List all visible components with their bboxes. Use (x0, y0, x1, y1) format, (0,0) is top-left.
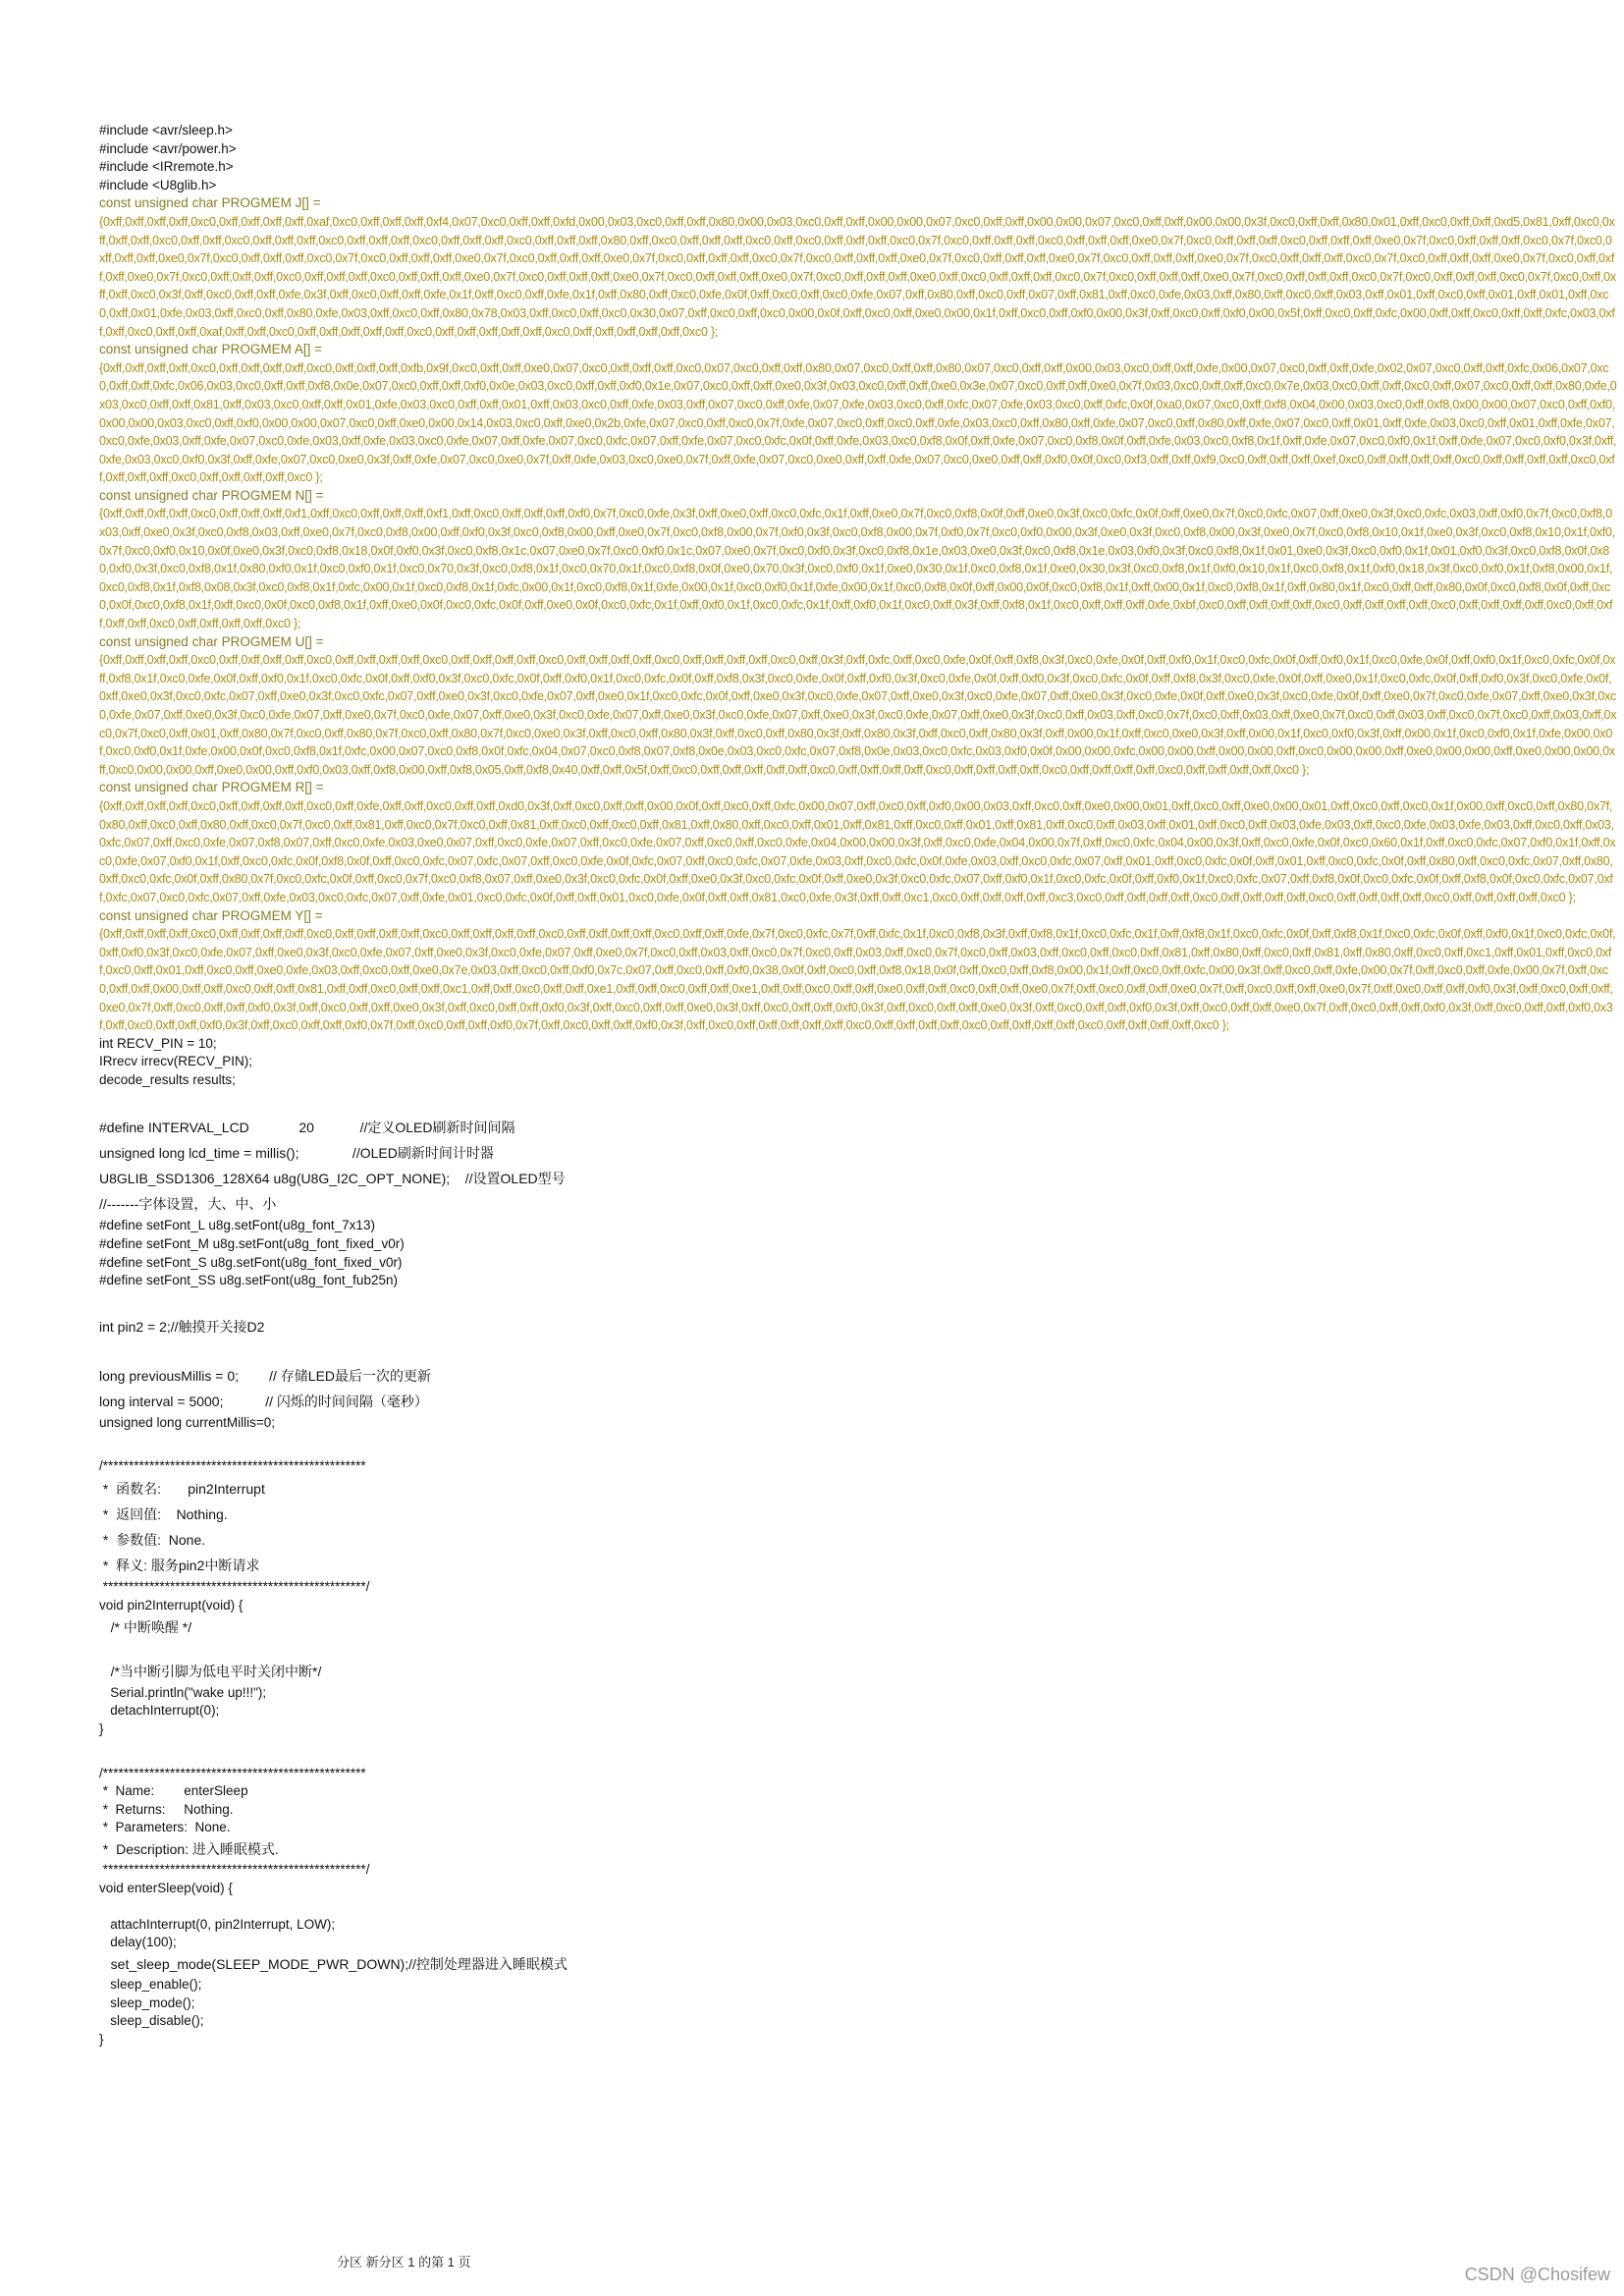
include-line: #include <U8glib.h> (99, 177, 217, 192)
code-line: Serial.println("wake up!!!"); (99, 1684, 267, 1700)
code-line: #define setFont_SS u8g.setFont(u8g_font_fub25n) (99, 1273, 398, 1288)
include-block (99, 122, 1617, 194)
comment-line: * Returns: Nothing. (99, 1801, 234, 1817)
timing-block (99, 1363, 1617, 1433)
array-declaration: const unsigned char PROGMEM N[] = (99, 487, 324, 503)
array-declaration: const unsigned char PROGMEM U[] = (99, 633, 324, 649)
csdn-watermark: CSDN @Chosifew (1464, 2265, 1610, 2284)
bitmap-array-j (99, 194, 1617, 341)
code-line: unsigned long lcd_time = millis(); //OLED刷新时间计时器 (99, 1145, 494, 1162)
code-line: int RECV_PIN = 10; (99, 1035, 217, 1051)
code-line: delay(100); (99, 1935, 177, 1950)
bitmap-array-u (99, 633, 1617, 780)
array-hex-data: {0xff,0xff,0xff,0xff,0xc0,0xff,0xff,0xff,0xff,0xc0,0xff,0xff,0xff,0xfb,0x9f,0xc0,0xff,0xff,0xe0,0x07,0xc0,0xff,0xff,0xff,0xc0,0x07,0xc0,0xff,0xff,0x80,0x07,0xc0,0xff,0xff,0x80,0x07,0xc0,0xff,0xff,0x00,0x03,0xc0,0xff,0xff,0xfe,0x00,0x07,0xc0,0xff,0xff,0xfe,0x02,0x07,0xc0,0xff,0xff,0xfc,0x06,0x07,0xc0,0xff,0xff,0xfc,0x06,0x03,0xc0,0xff,0xff,0xf8,0x0e,0x07,0xc0,0xff,0xff,0xf0,0x0e,0x03,0xc0,0xff,0xff,0xf0,0x1e,0x07,0xc0,0xff,0xff,0xe0,0x3f,0x03,0xc0,0xff,0xff,0xe0,0x3e,0x07,0xc0,0xff,0xff,0xe0,0x7f,0x03,0xc0,0xff,0xff,0xc0,0x7e,0x03,0xc0,0xff,0xff,0xc0,0xff,0x07,0xc0,0xff,0xff,0x80,0xfe,0x03,0xc0,0xff,0xff,0x81,0xff,0x03,0xc0,0xff,0xff,0x01,0xfe,0x03,0xc0,0xff,0xff,0x01,0xff,0x03,0xc0,0xff,0xfe,0x03,0xff,0x07,0xc0,0xff,0xfe,0x07,0xfe,0x03,0xc0,0xff,0xfc,0x07,0xfe,0x03,0xc0,0xff,0xfc,0x0f,0xa0,0x07,0xc0,0xff,0xf8,0x04,0x00,0x03,0xc0,0xff,0xf8,0x00,0x00,0x07,0xc0,0xff,0xf0,0x00,0x00,0x03,0xc0,0xff,0xf0,0x00,0x00,0x07,0xc0,0xff,0xe0,0x00,0x14,0x03,0xc0,0xff,0xe0,0x2b,0xfe,0x07,0xc0,0xff,0xc0,0x7f,0xfe,0x07,0xc0,0xff,0xc0,0xff,0xfe,0x03,0xc0,0xff,0x80,0xff,0xfe,0x07,0xc0,0xff,0x80,0xff,0xfe,0x07,0xc0,0xff,0x01,0xff,0xfe,0x03,0xc0,0xff,0x01,0xff,0xfe,0x07,0xc0,0xfe,0x03,0xff,0xfe,0x07,0xc0,0xfe,0x03,0xff,0xfe,0x03,0xc0,0xfe,0x07,0xff,0xfe,0x07,0xc0,0xfc,0x07,0xff,0xfe,0x07,0xc0,0xfc,0x0f,0xff,0xfe,0x03,0xc0,0xf8,0x0f,0xff,0xfe,0x07,0xc0,0xf8,0x0f,0xff,0xfe,0x03,0xc0,0xf8,0x1f,0xff,0xfe,0x07,0xc0,0xf0,0x1f,0xff,0xfe,0x07,0xc0,0xf0,0x3f,0xff,0xfe,0x03,0xc0,0xf0,0x3f,0xff,0xfe,0x07,0xc0,0xe0,0x3f,0xff,0xfe,0x07,0xc0,0xe0,0x7f,0xff,0xfe,0x03,0xc0,0xe0,0x7f,0xff,0xfe,0x07,0xc0,0xe0,0xff,0xff,0xfe,0x07,0xc0,0xe0,0xff,0xff,0xf0,0x0f,0xc0,0xf3,0xff,0xff,0xf9,0xc0,0xff,0xff,0xff,0xef,0xc0,0xff,0xff,0xff,0xff,0xc0,0xff,0xff,0xff,0xff,0xc0,0xff,0xff,0xff,0xff,0xc0,0xff,0xff,0xff,0xff,0xc0 }; (99, 360, 1617, 485)
array-declaration: const unsigned char PROGMEM J[] = (99, 195, 321, 211)
code-line: #define setFont_M u8g.setFont(u8g_font_fixed_v0r) (99, 1236, 405, 1252)
ir-receiver-block (99, 1035, 1617, 1090)
spacer (99, 1290, 1617, 1316)
array-declaration: const unsigned char PROGMEM A[] = (99, 342, 322, 357)
comment-border: ***************************************************/ (99, 1861, 370, 1877)
include-line: #include <avr/power.h> (99, 140, 237, 156)
comment-border: /*************************************************** (99, 1765, 366, 1780)
comment-line: * 释义: 服务pin2中断请求 (99, 1558, 260, 1574)
code-line: #define INTERVAL_LCD 20 //定义OLED刷新时间间隔 (99, 1120, 515, 1136)
enter-sleep-function (99, 1765, 1617, 2050)
code-line: /* 中断唤醒 */ (99, 1619, 192, 1636)
array-hex-data: {0xff,0xff,0xff,0xff,0xc0,0xff,0xff,0xff,0xff,0xc0,0xff,0xfe,0xff,0xff,0xc0,0xff,0xff,0xd0,0x3f,0xff,0xc0,0xff,0xff,0x00,0x0f,0xff,0xc0,0xff,0xfc,0x00,0x07,0xff,0xc0,0xff,0xf0,0x00,0x03,0xff,0xc0,0xff,0xe0,0x00,0x01,0xff,0xc0,0xff,0xe0,0x00,0x01,0xff,0xc0,0xff,0xc0,0x1f,0x00,0xff,0xc0,0xff,0x80,0x7f,0x80,0xff,0xc0,0xff,0x80,0xff,0xc0,0x7f,0xc0,0xff,0x81,0xff,0xc0,0x7f,0xc0,0xff,0x81,0xff,0xc0,0xff,0xc0,0xff,0x81,0xff,0x80,0xff,0xc0,0xff,0x01,0xff,0x81,0xff,0xc0,0xff,0x01,0xff,0x81,0xff,0xc0,0xff,0x03,0xff,0x01,0xff,0xc0,0xff,0x03,0xfe,0x03,0xff,0xc0,0xfe,0x03,0xfe,0x03,0xff,0xc0,0xff,0x03,0xfc,0x07,0xff,0xc0,0xfe,0x07,0xf8,0x07,0xff,0xc0,0xfe,0x03,0xe0,0x07,0xff,0xc0,0xfe,0x07,0xff,0xc0,0xfe,0x07,0xff,0xc0,0xff,0xc0,0xfe,0x04,0x00,0x00,0x3f,0xff,0xc0,0xfe,0x04,0x00,0x7f,0xff,0xc0,0xfc,0x04,0x00,0x3f,0xff,0xc0,0xfe,0x0f,0xc0,0x60,0x1f,0xff,0xc0,0xfc,0x07,0xf0,0x1f,0xff,0xc0,0xfe,0x07,0xf0,0x1f,0xff,0xc0,0xfc,0x0f,0xf8,0x0f,0xff,0xc0,0xfc,0x07,0xfc,0x07,0xff,0xc0,0xfe,0x0f,0xfc,0x07,0xff,0xc0,0xfc,0x07,0xfe,0x03,0xff,0xc0,0xfc,0x0f,0xfe,0x03,0xff,0xc0,0xfc,0x07,0xff,0x01,0xff,0xc0,0xfc,0x0f,0xff,0x01,0xff,0xc0,0xfc,0x0f,0xff,0x80,0xff,0xc0,0xfc,0x07,0xff,0x80,0xff,0xc0,0xfc,0x0f,0xff,0x80,0x7f,0xc0,0xfc,0x0f,0xff,0xc0,0x7f,0xc0,0xf8,0x07,0xff,0xe0,0x3f,0xc0,0xfc,0x0f,0xff,0xe0,0x3f,0xc0,0xfc,0x0f,0xff,0xe0,0x3f,0xc0,0xfc,0x07,0xff,0xf0,0x1f,0xc0,0xfc,0x0f,0xff,0xf0,0x1f,0xc0,0xfc,0x07,0xff,0xf8,0x0f,0xc0,0xfc,0x0f,0xff,0xf8,0x0f,0xc0,0xfc,0x07,0xff,0xfc,0x07,0xc0,0xfc,0x07,0xff,0xfe,0x03,0xc0,0xfc,0x07,0xff,0xfe,0x01,0xc0,0xfc,0x0f,0xff,0xff,0x01,0xc0,0xfe,0x0f,0xff,0xff,0x81,0xc0,0xfe,0x3f,0xff,0xff,0xc1,0xc0,0xff,0xff,0xff,0xff,0xc3,0xc0,0xff,0xff,0xff,0xff,0xc0,0xff,0xff,0xff,0xff,0xc0,0xff,0xff,0xff,0xff,0xc0,0xff,0xff,0xff,0xff,0xc0 }; (99, 798, 1616, 904)
code-line: long interval = 5000; // 闪烁的时间间隔（毫秒） (99, 1393, 428, 1409)
spacer (99, 1338, 1617, 1363)
page-footer: 分区 新分区 1 的第 1 页 (337, 2255, 471, 2269)
include-line: #include <avr/sleep.h> (99, 123, 233, 137)
array-hex-data: {0xff,0xff,0xff,0xff,0xc0,0xff,0xff,0xff,0xff,0xc0,0xff,0xff,0xff,0xff,0xc0,0xff,0xff,0xff,0xff,0xc0,0xff,0xff,0xff,0xff,0xc0,0xff,0xff,0xff,0xff,0xc0,0xff,0x3f,0xff,0xfc,0xff,0xc0,0xfe,0x0f,0xff,0xf8,0x3f,0xc0,0xfe,0x0f,0xff,0xf0,0x1f,0xc0,0xfc,0x0f,0xff,0xf0,0x1f,0xc0,0xfe,0x0f,0xff,0xf0,0x1f,0xc0,0xfc,0x0f,0xff,0xf8,0x1f,0xc0,0xfe,0x0f,0xff,0xf0,0x1f,0xc0,0xfc,0x0f,0xff,0xf0,0x3f,0xc0,0xfc,0x0f,0xff,0xf0,0x1f,0xc0,0xfc,0x0f,0xff,0xf8,0x3f,0xc0,0xfe,0x0f,0xff,0xf0,0x3f,0xc0,0xfe,0x0f,0xff,0xf0,0x3f,0xc0,0xfc,0x0f,0xff,0xf8,0x3f,0xc0,0xfe,0x0f,0xff,0xe0,0x1f,0xc0,0xfc,0x0f,0xff,0xf0,0x3f,0xc0,0xfe,0x0f,0xff,0xe0,0x3f,0xc0,0xfc,0x07,0xff,0xe0,0x3f,0xc0,0xfc,0x07,0xff,0xe0,0x3f,0xc0,0xfe,0x07,0xff,0xe0,0x1f,0xc0,0xfc,0x0f,0xff,0xe0,0x3f,0xc0,0xfe,0x07,0xff,0xe0,0x3f,0xc0,0xfe,0x07,0xff,0xe0,0x3f,0xc0,0xfe,0x0f,0xff,0xe0,0x3f,0xc0,0xfe,0x0f,0xff,0xe0,0x7f,0xc0,0xfe,0x07,0xff,0xe0,0x3f,0xc0,0xfe,0x07,0xff,0xe0,0x3f,0xc0,0xfe,0x07,0xff,0xe0,0x7f,0xc0,0xfe,0x07,0xff,0xe0,0x3f,0xc0,0xfe,0x07,0xff,0xe0,0x3f,0xc0,0xfe,0x07,0xff,0xe0,0x3f,0xc0,0xfe,0x07,0xff,0xe0,0x3f,0xc0,0xff,0x03,0xff,0xc0,0x7f,0xc0,0xff,0x03,0xff,0xe0,0x7f,0xc0,0xff,0x03,0xff,0xc0,0x7f,0xc0,0xff,0x03,0xff,0xc0,0x7f,0xc0,0xff,0x01,0xff,0x80,0x7f,0xc0,0xff,0x80,0x7f,0xc0,0xff,0x80,0x7f,0xc0,0xe0,0x3f,0xff,0xc0,0xff,0x80,0x3f,0xff,0xc0,0xff,0x80,0x3f,0xff,0x80,0x3f,0xff,0xc0,0xff,0x80,0x3f,0xff,0x00,0x1f,0xff,0xc0,0xe0,0x3f,0xff,0x00,0x1f,0xc0,0xf0,0x3f,0xff,0x00,0x1f,0xc0,0xf0,0x1f,0xfe,0x00,0x0f,0xc0,0xf0,0x1f,0xfe,0x00,0x0f,0xc0,0xf8,0x1f,0xfc,0x00,0x07,0xc0,0xf8,0x0f,0xfc,0x04,0x07,0xc0,0xf8,0x07,0xf8,0x0e,0x03,0xc0,0xfc,0x07,0xf8,0x0e,0x03,0xc0,0xfc,0x03,0xf0,0x0f,0x00,0x00,0xfc,0x00,0x00,0xff,0x00,0x00,0xff,0xc0,0x00,0x00,0xff,0xe0,0x00,0x00,0xff,0xe0,0x00,0x00,0xff,0xc0,0x00,0x00,0xff,0xe0,0x00,0xff,0xf0,0x03,0xff,0xf8,0x00,0xff,0xf8,0x05,0xff,0xf8,0x40,0xff,0xff,0x5f,0xff,0xc0,0xff,0xff,0xff,0xff,0xff,0xc0,0xff,0xff,0xff,0xff,0xc0,0xff,0xff,0xff,0xff,0xc0,0xff,0xff,0xff,0xff,0xc0,0xff,0xff,0xff,0xff,0xc0 }; (99, 653, 1617, 777)
comment-border: /*************************************************** (99, 1458, 366, 1474)
pin-definition: int pin2 = 2;//触摸开关接D2 (99, 1318, 265, 1335)
array-declaration: const unsigned char PROGMEM R[] = (99, 780, 324, 795)
spacer (99, 1739, 1617, 1765)
code-line: set_sleep_mode(SLEEP_MODE_PWR_DOWN);//控制处理器进入睡眠模式 (99, 1955, 568, 1972)
code-line: decode_results results; (99, 1071, 236, 1087)
array-hex-data: {0xff,0xff,0xff,0xff,0xc0,0xff,0xff,0xff,0xf1,0xff,0xc0,0xff,0xff,0xff,0xf1,0xff,0xc0,0xff,0xff,0xff,0xf0,0x7f,0xc0,0xfe,0x3f,0xff,0xe0,0xff,0xc0,0xfc,0x1f,0xff,0xe0,0x7f,0xc0,0xf8,0x0f,0xff,0xe0,0x3f,0xc0,0xfc,0x0f,0xff,0xe0,0x7f,0xc0,0xfc,0x07,0xff,0xe0,0x3f,0xc0,0xfc,0x03,0xff,0xf0,0x7f,0xc0,0xf8,0x03,0xff,0xe0,0x3f,0xc0,0xf8,0x03,0xff,0xe0,0x7f,0xc0,0xf8,0x00,0xff,0xf0,0x3f,0xc0,0xf8,0x00,0xff,0xe0,0x7f,0xc0,0xf8,0x00,0x7f,0xf0,0x3f,0xc0,0xf8,0x00,0x7f,0xf0,0x7f,0xc0,0xf0,0x00,0x3f,0xe0,0x3f,0xc0,0xf8,0x00,0x3f,0xe0,0x7f,0xc0,0xf8,0x10,0x1f,0xe0,0x3f,0xc0,0xf8,0x10,0x1f,0xf0,0x7f,0xc0,0xf0,0x10,0x0f,0xe0,0x3f,0xc0,0xf8,0x18,0x0f,0xf0,0x3f,0xc0,0xf8,0x1c,0x07,0xe0,0x7f,0xc0,0xf0,0x1c,0x07,0xe0,0x7f,0xc0,0xf0,0x3f,0xc0,0xf8,0x1e,0x03,0xe0,0x3f,0xc0,0xf8,0x1e,0x03,0xf0,0x3f,0xc0,0xf8,0x1f,0x01,0xe0,0x3f,0xc0,0xf0,0x1f,0x01,0xf0,0x3f,0xc0,0xf8,0x0f,0x80,0xf0,0x3f,0xc0,0xf8,0x1f,0x80,0xf0,0x1f,0xc0,0xf0,0x1f,0xc0,0x70,0x3f,0xc0,0xf8,0x1f,0xc0,0x70,0x1f,0xc0,0xf8,0x0f,0xe0,0x70,0x3f,0xc0,0xf0,0x1f,0xe0,0x30,0x1f,0xc0,0xf8,0x1f,0xe0,0x30,0x3f,0xc0,0xf8,0x1f,0xf0,0x10,0x1f,0xc0,0xf8,0x1f,0xf0,0x18,0x3f,0xc0,0xf0,0x1f,0xf8,0x00,0x1f,0xc0,0xf8,0x1f,0xf8,0x08,0x3f,0xc0,0xf8,0x1f,0xfc,0x00,0x1f,0xc0,0xf8,0x1f,0xfc,0x00,0x1f,0xc0,0xf8,0x1f,0xfe,0x00,0x1f,0xc0,0xf0,0x1f,0xfe,0x00,0x1f,0xc0,0xf8,0x0f,0xff,0x00,0x0f,0xc0,0xf8,0x1f,0xff,0x00,0x1f,0xc0,0xf8,0x1f,0xff,0x80,0x1f,0xc0,0xff,0xff,0x80,0x0f,0xc0,0xf8,0x0f,0xff,0xc0,0x0f,0xc0,0xf8,0x1f,0xff,0xc0,0x0f,0xc0,0xf8,0x1f,0xff,0xe0,0x0f,0xc0,0xfc,0x0f,0xff,0xe0,0x0f,0xc0,0xfc,0x1f,0xff,0xf0,0x1f,0xc0,0xfc,0x1f,0xff,0xf0,0x1f,0xc0,0xff,0x3f,0xff,0xf8,0x1f,0xc0,0xff,0xff,0xff,0xfe,0xbf,0xc0,0xff,0xff,0xff,0xff,0xc0,0xff,0xff,0xff,0xff,0xc0,0xff,0xff,0xff,0xff,0xc0,0xff,0xff,0xff,0xff,0xc0,0xff,0xff,0xff,0xff,0xc0 }; (99, 507, 1616, 631)
pin2-interrupt-function (99, 1457, 1617, 1738)
bitmap-array-n (99, 487, 1617, 633)
code-line (99, 1640, 1617, 1659)
code-line: #define setFont_S u8g.setFont(u8g_font_fixed_v0r) (99, 1254, 403, 1270)
oled-define-block (99, 1115, 1617, 1289)
comment-line: * Parameters: None. (99, 1820, 231, 1835)
include-line: #include <IRremote.h> (99, 159, 234, 175)
comment-line: * Description: 进入睡眠模式. (99, 1840, 279, 1857)
code-line: sleep_disable(); (99, 2013, 204, 2029)
bitmap-array-a (99, 341, 1617, 487)
spacer (99, 1432, 1617, 1457)
code-line: #define setFont_L u8g.setFont(u8g_font_7x13) (99, 1218, 375, 1233)
array-hex-data: {0xff,0xff,0xff,0xff,0xc0,0xff,0xff,0xff,0xff,0xc0,0xff,0xff,0xff,0xff,0xc0,0xff,0xff,0xff,0xff,0xc0,0xff,0xff,0xff,0xff,0xc0,0xff,0xff,0xfe,0x7f,0xc0,0xfc,0x7f,0xff,0xfc,0x1f,0xc0,0xf8,0x3f,0xff,0xf8,0x1f,0xc0,0xfc,0x1f,0xff,0xf8,0x1f,0xc0,0xfc,0x0f,0xff,0xf8,0x1f,0xc0,0xfc,0x0f,0xff,0xf0,0x1f,0xc0,0xfc,0x0f,0xff,0xf0,0x3f,0xc0,0xfe,0x07,0xff,0xe0,0x3f,0xc0,0xfe,0x07,0xff,0xe0,0x3f,0xc0,0xfe,0x07,0xff,0xe0,0x7f,0xc0,0xff,0x03,0xff,0xc0,0x7f,0xc0,0xff,0x03,0xff,0xc0,0x7f,0xc0,0xff,0x03,0xff,0xc0,0xff,0xc0,0xff,0x81,0xff,0x80,0xff,0xc0,0xff,0x81,0xff,0x80,0xff,0xc0,0xff,0xc1,0xff,0x01,0xff,0xc0,0xff,0xc0,0xff,0x01,0xff,0xc0,0xff,0xe0,0xfe,0x03,0xff,0xc0,0xff,0xe0,0x7e,0x03,0xff,0xc0,0xff,0xf0,0x7c,0x07,0xff,0xc0,0xff,0xf0,0x38,0x0f,0xff,0xc0,0xff,0xf8,0x18,0x0f,0xff,0xc0,0xff,0xf8,0x00,0x1f,0xff,0xc0,0xff,0xfc,0x00,0x3f,0xff,0xc0,0xff,0xfe,0x00,0x7f,0xff,0xc0,0xff,0xfe,0x00,0x7f,0xff,0xc0,0xff,0xff,0x00,0xff,0xff,0xc0,0xff,0xff,0x81,0xff,0xff,0xc0,0xff,0xff,0xc1,0xff,0xff,0xc0,0xff,0xff,0xe1,0xff,0xff,0xc0,0xff,0xff,0xe1,0xff,0xff,0xc0,0xff,0xff,0xe0,0xff,0xff,0xc0,0xff,0xff,0xe0,0x7f,0xff,0xc0,0xff,0xff,0xe0,0x7f,0xff,0xc0,0xff,0xff,0xe0,0x7f,0xff,0xc0,0xff,0xff,0xf0,0x3f,0xff,0xc0,0xff,0xff,0xe0,0x7f,0xff,0xc0,0xff,0xff,0xf0,0x3f,0xff,0xc0,0xff,0xff,0xe0,0x3f,0xff,0xc0,0xff,0xff,0xf0,0x3f,0xff,0xc0,0xff,0xff,0xe0,0x3f,0xff,0xc0,0xff,0xff,0xf0,0x3f,0xff,0xc0,0xff,0xff,0xe0,0x3f,0xff,0xc0,0xff,0xff,0xf0,0x3f,0xff,0xc0,0xff,0xff,0xe0,0x7f,0xff,0xc0,0xff,0xff,0xf0,0x3f,0xff,0xc0,0xff,0xff,0xf0,0x3f,0xff,0xc0,0xff,0xff,0xf0,0x3f,0xff,0xc0,0xff,0xff,0xf0,0x7f,0xff,0xc0,0xff,0xff,0xf0,0x7f,0xff,0xc0,0xff,0xff,0xf0,0x3f,0xff,0xc0,0xff,0xff,0xff,0xff,0xff,0xc0,0xff,0xff,0xff,0xff,0xc0,0xff,0xff,0xff,0xff,0xc0,0xff,0xff,0xff,0xff,0xc0 }; (99, 927, 1616, 1033)
array-declaration: const unsigned char PROGMEM Y[] = (99, 907, 323, 923)
comment-line: * 函数名: pin2Interrupt (99, 1481, 265, 1498)
code-line: } (99, 2031, 104, 2047)
code-line: sleep_enable(); (99, 1976, 202, 1992)
bitmap-array-y (99, 907, 1617, 1035)
array-hex-data: {0xff,0xff,0xff,0xff,0xc0,0xff,0xff,0xff,0xff,0xaf,0xc0,0xff,0xff,0xff,0xf4,0x07,0xc0,0xff,0xff,0xfd,0x00,0x03,0xc0,0xff,0xff,0x80,0x00,0x03,0xc0,0xff,0xff,0x00,0x00,0x07,0xc0,0xff,0xff,0x00,0x00,0x07,0xc0,0xff,0xff,0x00,0x00,0x3f,0xc0,0xff,0xff,0x80,0x01,0xff,0xc0,0xff,0xff,0xd5,0x81,0xff,0xc0,0xff,0xff,0xff,0xc0,0xff,0xff,0xc0,0xff,0xff,0xff,0xc0,0xff,0xff,0xff,0xc0,0xff,0xff,0xff,0xc0,0xff,0xff,0xff,0x80,0xff,0xc0,0xff,0xff,0xff,0xc0,0xff,0xc0,0xff,0xff,0xff,0xc0,0x7f,0xc0,0xff,0xff,0xff,0xc0,0xff,0xff,0xff,0xe0,0x7f,0xc0,0xff,0xff,0xff,0xc0,0xff,0xff,0xff,0xe0,0x7f,0xc0,0xff,0xff,0xff,0xc0,0x7f,0xc0,0xff,0xff,0xff,0xe0,0x7f,0xc0,0xff,0xff,0xff,0xc0,0x7f,0xc0,0xff,0xff,0xff,0xe0,0x7f,0xc0,0xff,0xff,0xff,0xe0,0x7f,0xc0,0xff,0xff,0xff,0xc0,0x7f,0xc0,0xff,0xff,0xff,0xe0,0x7f,0xc0,0xff,0xff,0xff,0xe0,0x7f,0xc0,0xff,0xff,0xff,0xe0,0x7f,0xc0,0xff,0xff,0xff,0xc0,0x7f,0xc0,0xff,0xff,0xff,0xe0,0x7f,0xc0,0xff,0xff,0xff,0xe0,0x7f,0xc0,0xff,0xff,0xff,0xc0,0xff,0xff,0xff,0xc0,0xff,0xff,0xff,0xe0,0x7f,0xc0,0xff,0xff,0xff,0xe0,0x7f,0xc0,0xff,0xff,0xff,0xe0,0x7f,0xc0,0xff,0xff,0xff,0xe0,0xff,0xc0,0xff,0xff,0xff,0xc0,0x7f,0xc0,0xff,0xff,0xff,0xe0,0x7f,0xc0,0xff,0xff,0xff,0xc0,0x7f,0xc0,0xff,0xff,0xff,0xc0,0x7f,0xc0,0xff,0xff,0xff,0xc0,0x3f,0xff,0xc0,0xff,0xff,0xfe,0x3f,0xff,0xc0,0xff,0xff,0xfe,0x1f,0xff,0xc0,0xff,0xfe,0x1f,0xff,0x80,0xff,0xc0,0xfe,0x0f,0xff,0xc0,0xff,0xc0,0xfe,0x07,0xff,0x80,0xff,0xc0,0xff,0x07,0xff,0x81,0xff,0xc0,0xfe,0x03,0xff,0x80,0xff,0xc0,0xff,0x03,0xff,0x01,0xff,0xc0,0xff,0x01,0xff,0x01,0xff,0xc0,0xff,0x01,0xfe,0x03,0xff,0xc0,0xff,0x80,0xfe,0x03,0xff,0xc0,0xff,0x80,0x78,0x03,0xff,0xc0,0xff,0xc0,0x30,0x07,0xff,0xc0,0xff,0xc0,0x00,0x0f,0xff,0xc0,0xff,0xe0,0x00,0x1f,0xff,0xc0,0xff,0xf0,0x00,0x3f,0xff,0xc0,0xff,0xf0,0x00,0x5f,0xff,0xc0,0xff,0xfc,0x00,0xff,0xff,0xc0,0xff,0xff,0xfc,0x03,0xff,0xff,0xc0,0xff,0xff,0xaf,0xff,0xff,0xc0,0xff,0xff,0xff,0xff,0xff,0xc0,0xff,0xff,0xff,0xff,0xff,0xc0,0xff,0xff,0xff,0xff,0xff,0xc0 }; (99, 214, 1616, 339)
code-line: } (99, 1722, 104, 1736)
code-comment: //-------字体设置，大、中、小 (99, 1196, 277, 1213)
code-line: long previousMillis = 0; // 存储LED最后一次的更新 (99, 1367, 432, 1384)
code-line: unsigned long currentMillis=0; (99, 1414, 275, 1430)
code-line: /*当中断引脚为低电平时关闭中断*/ (99, 1663, 322, 1679)
spacer (99, 1089, 1617, 1115)
code-line: attachInterrupt(0, pin2Interrupt, LOW); (99, 1916, 336, 1932)
code-line: void enterSleep(void) { (99, 1880, 233, 1895)
comment-line: * 返回值: Nothing. (99, 1506, 228, 1523)
code-line (99, 1897, 1617, 1916)
code-line: U8GLIB_SSD1306_128X64 u8g(U8G_I2C_OPT_NONE); //设置OLED型号 (99, 1171, 566, 1187)
code-document (99, 122, 1617, 2049)
comment-border: ***************************************************/ (99, 1579, 370, 1595)
comment-line: * Name: enterSleep (99, 1783, 248, 1799)
code-line: detachInterrupt(0); (99, 1703, 220, 1719)
comment-line: * 参数值: None. (99, 1532, 206, 1549)
bitmap-array-r (99, 779, 1617, 906)
code-line: sleep_mode(); (99, 1995, 195, 2010)
code-line: void pin2Interrupt(void) { (99, 1597, 244, 1613)
code-line: IRrecv irrecv(RECV_PIN); (99, 1054, 253, 1069)
